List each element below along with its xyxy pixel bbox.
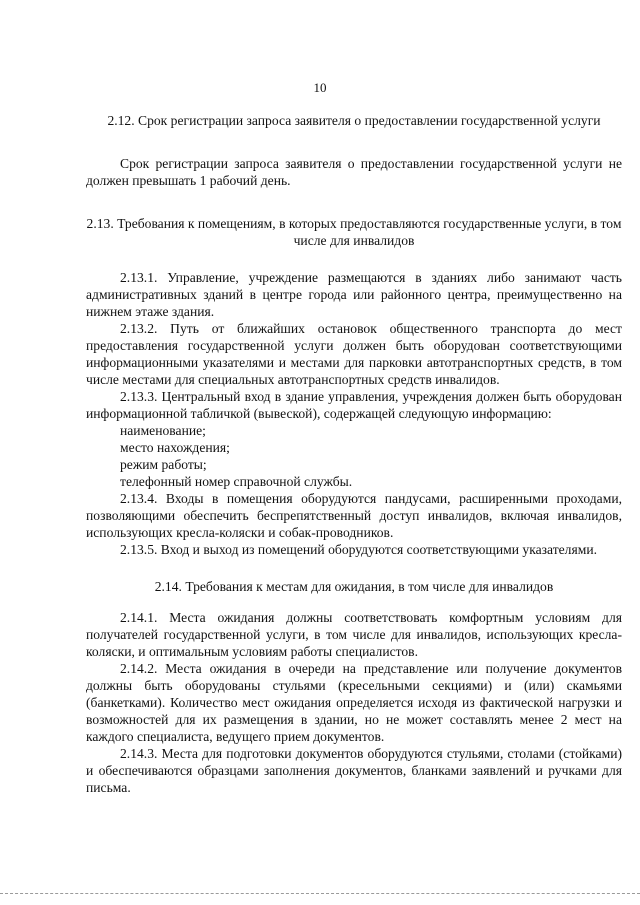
paragraph-2-13-1: 2.13.1. Управление, учреждение размещаются в зданиях либо занимают часть административных зданий в центре города или районного центра, преимущественно на нижнем этаже здания. <box>86 270 622 319</box>
list-item: место нахождения; <box>120 440 230 455</box>
section-heading-2-12: 2.12. Срок регистрации запроса заявителя о предоставлении государственной услуги <box>107 113 601 128</box>
info-list <box>86 422 622 490</box>
section-2-12 <box>86 112 622 189</box>
list-item: телефонный номер справочной службы. <box>120 474 353 489</box>
paragraph-2-13-5: 2.13.5. Вход и выход из помещений оборудуются соответствующими указателями. <box>120 542 597 557</box>
list-item: наименование; <box>120 423 206 438</box>
paragraph-2-12: Срок регистрации запроса заявителя о предоставлении государственной услуги не должен превышать 1 рабочий день. <box>86 156 622 188</box>
document-body <box>86 112 622 796</box>
paragraph-2-14-3: 2.14.3. Места для подготовки документов оборудуются стульями, столами (стойками) и обеспечиваются образцами заполнения документов, бланками заявлений и ручками для письма. <box>86 746 622 795</box>
paragraph-2-13-3: 2.13.3. Центральный вход в здание управления, учреждения должен быть оборудован информационной табличкой (вывеской), содержащей следующую информацию: <box>86 389 622 421</box>
section-2-14 <box>86 578 622 796</box>
paragraph-2-13-4: 2.13.4. Входы в помещения оборудуются пандусами, расширенными проходами, позволяющими обеспечить беспрепятственный доступ инвалидов, включая инвалидов, использующих кресла-коляски и собак-проводников. <box>86 491 622 540</box>
section-2-13 <box>86 215 622 558</box>
scan-edge-divider <box>0 893 640 894</box>
paragraph-2-13-2: 2.13.2. Путь от ближайших остановок общественного транспорта до мест предоставления государственной услуги должен быть оборудован соответствующими информационными указателями и местами для парковки автотранспортных средств, в том числе местами для специальных автотранспортных средств инвалидов. <box>86 321 622 387</box>
section-heading-2-14: 2.14. Требования к местам для ожидания, в том числе для инвалидов <box>154 579 554 594</box>
paragraph-2-14-2: 2.14.2. Места ожидания в очереди на представление или получение документов должны быть оборудованы стульями (кресельными секциями) и (или) скамьями (банкетками). Количество мест ожидания определяется исходя из фактической нагрузки и возможностей для их размещения в здании, но не может составлять менее 2 мест на каждого специалиста, ведущего прием документов. <box>86 661 622 744</box>
section-heading-2-13: 2.13. Требования к помещениям, в которых предоставляются государственные услуги, в том числе для инвалидов <box>86 216 622 248</box>
page-number: 10 <box>313 80 327 95</box>
list-item: режим работы; <box>120 457 207 472</box>
paragraph-2-14-1: 2.14.1. Места ожидания должны соответствовать комфортным условиям для получателей государственной услуги, в том числе для инвалидов, использующих кресла-коляски, и оптимальным условиям работы специалистов. <box>86 610 622 659</box>
